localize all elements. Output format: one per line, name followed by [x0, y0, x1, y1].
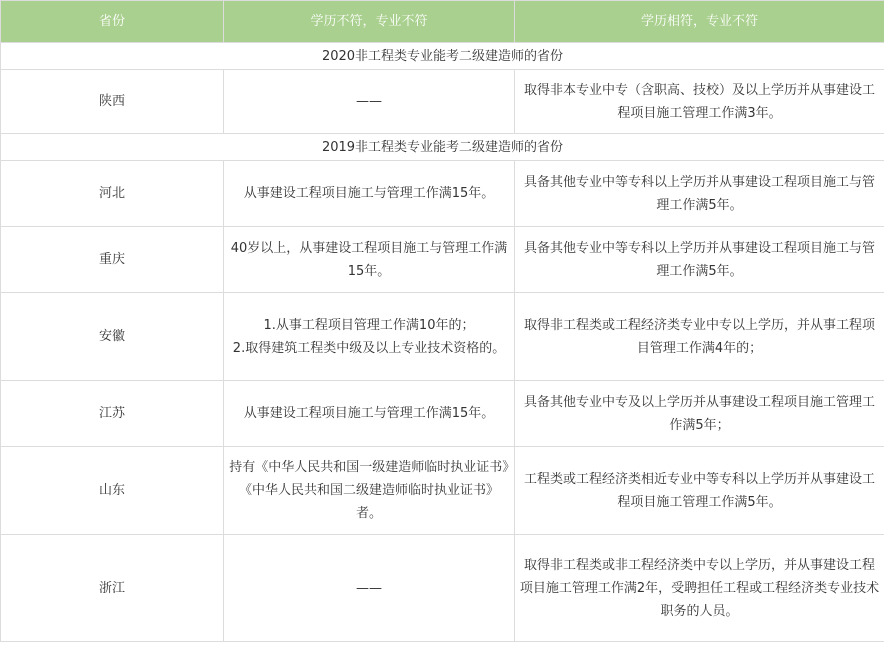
header-education-mismatch-major-mismatch: 学历不符，专业不符	[224, 1, 515, 43]
table-header-row	[1, 1, 884, 43]
table-row	[1, 381, 884, 447]
match-cell: 取得非工程类或非工程经济类中专以上学历，并从事建设工程项目施工管理工作满2年，受聘担任工程或工程经济类专业技术职务的人员。	[515, 535, 884, 642]
match-cell: 具备其他专业中等专科以上学历并从事建设工程项目施工与管理工作满5年。	[515, 161, 884, 227]
province-cell: 安徽	[1, 293, 224, 381]
match-cell: 取得非本专业中专（含职高、技校）及以上学历并从事建设工程项目施工管理工作满3年。	[515, 70, 884, 134]
mismatch-cell: ——	[224, 70, 515, 134]
mismatch-cell: 从事建设工程项目施工与管理工作满15年。	[224, 381, 515, 447]
province-cell: 河北	[1, 161, 224, 227]
province-cell: 江苏	[1, 381, 224, 447]
match-cell: 具备其他专业中专及以上学历并从事建设工程项目施工管理工作满5年；	[515, 381, 884, 447]
mismatch-cell: 40岁以上，从事建设工程项目施工与管理工作满15年。	[224, 227, 515, 293]
section-title: 2020非工程类专业能考二级建造师的省份	[1, 43, 884, 70]
province-cell: 重庆	[1, 227, 224, 293]
table-row	[1, 535, 884, 642]
header-province: 省份	[1, 1, 224, 43]
header-education-match-major-mismatch: 学历相符，专业不符	[515, 1, 884, 43]
match-cell: 工程类或工程经济类相近专业中等专科以上学历并从事建设工程项目施工管理工作满5年。	[515, 447, 884, 535]
table-row	[1, 227, 884, 293]
mismatch-cell: 1.从事工程项目管理工作满10年的； 2.取得建筑工程类中级及以上专业技术资格的。	[224, 293, 515, 381]
province-cell: 陕西	[1, 70, 224, 134]
table-row	[1, 161, 884, 227]
section-title-row	[1, 43, 884, 70]
table-row	[1, 447, 884, 535]
section-title: 2019非工程类专业能考二级建造师的省份	[1, 134, 884, 161]
province-cell: 浙江	[1, 535, 224, 642]
match-cell: 具备其他专业中等专科以上学历并从事建设工程项目施工与管理工作满5年。	[515, 227, 884, 293]
table-row	[1, 293, 884, 381]
mismatch-cell: ——	[224, 535, 515, 642]
mismatch-cell: 从事建设工程项目施工与管理工作满15年。	[224, 161, 515, 227]
table-row	[1, 70, 884, 134]
section-title-row	[1, 134, 884, 161]
province-cell: 山东	[1, 447, 224, 535]
mismatch-cell: 持有《中华人民共和国一级建造师临时执业证书》《中华人民共和国二级建造师临时执业证书》者。	[224, 447, 515, 535]
match-cell: 取得非工程类或工程经济类专业中专以上学历，并从事工程项目管理工作满4年的；	[515, 293, 884, 381]
